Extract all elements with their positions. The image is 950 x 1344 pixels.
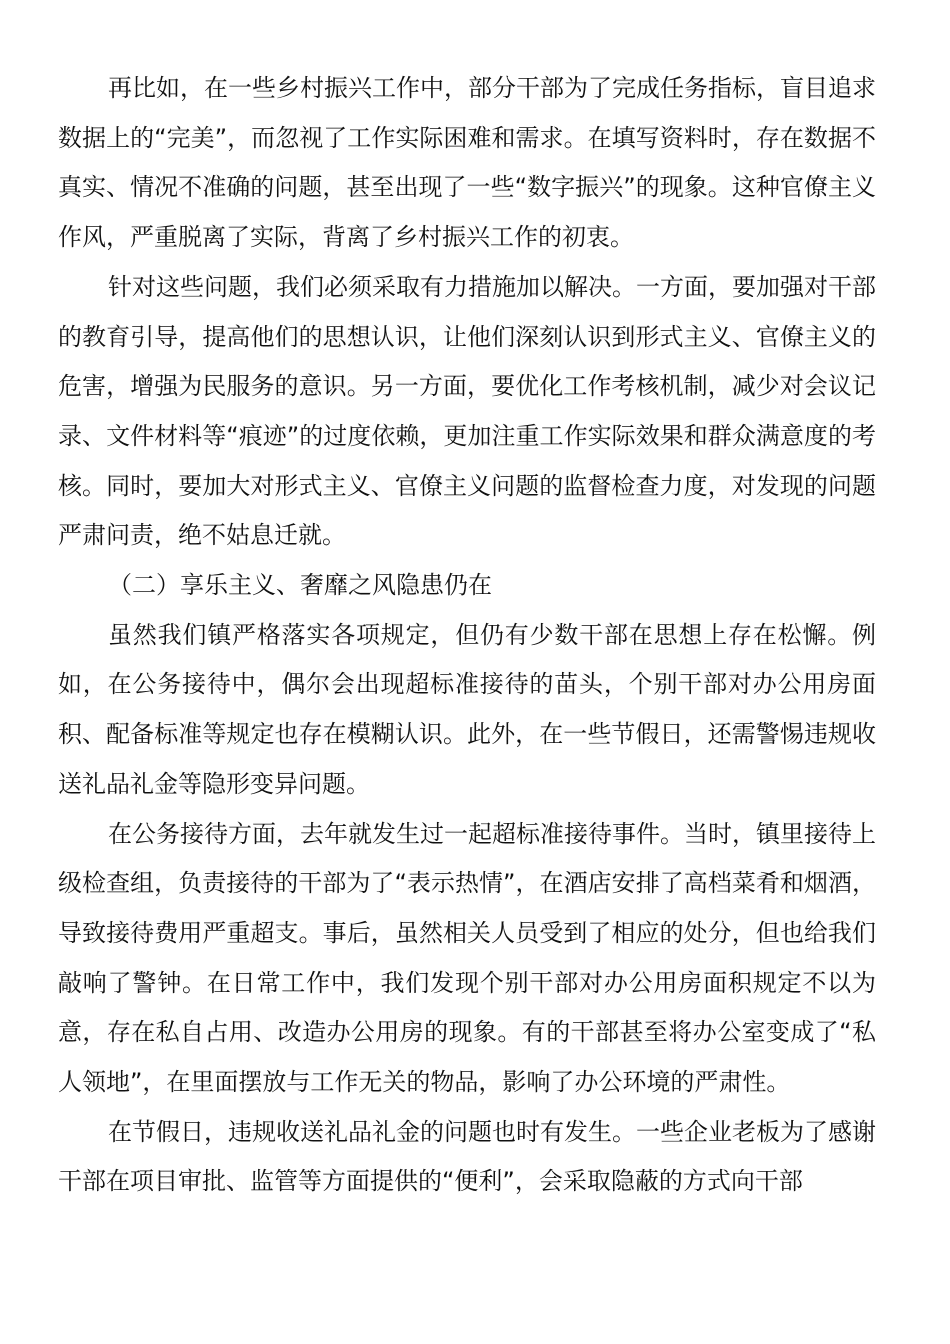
paragraph-village-revitalization: 再比如，在一些乡村振兴工作中，部分干部为了完成任务指标，盲目追求数据上的“完美”，而忽视了工作实际困难和需求。在填写资料时，存在数据不真实、情况不准确的问题，甚至出现了一些“数字振兴”的现象。这种官僚主义作风，严重脱离了实际，背离了乡村振兴工作的初衷。	[58, 74, 876, 252]
paragraph-laxity: 虽然我们镇严格落实各项规定，但仍有少数干部在思想上存在松懈。例如，在公务接待中，偶尔会出现超标准接待的苗头，个别干部对办公用房面积、配备标准等规定也存在模糊认识。此外，在一些节假日，还需警惕违规收送礼品礼金等隐形变异问题。	[58, 620, 876, 798]
paragraph-countermeasures: 针对这些问题，我们必须采取有力措施加以解决。一方面，要加强对干部的教育引导，提高他们的思想认识，让他们深刻认识到形式主义、官僚主义的危害，增强为民服务的意识。另一方面，要优化工作考核机制，减少对会议记录、文件材料等“痕迹”的过度依赖，更加注重工作实际效果和群众满意度的考核。同时，要加大对形式主义、官僚主义问题的监督检查力度，对发现的问题严肃问责，绝不姑息迁就。	[58, 272, 876, 550]
document-page	[58, 64, 876, 1207]
paragraph-holiday-gifts: 在节假日，违规收送礼品礼金的问题也时有发生。一些企业老板为了感谢干部在项目审批、监管等方面提供的“便利”，会采取隐蔽的方式向干部	[58, 1117, 876, 1196]
section-heading-hedonism: （二）享乐主义、奢靡之风隐患仍在	[108, 571, 492, 600]
paragraph-official-reception: 在公务接待方面，去年就发生过一起超标准接待事件。当时，镇里接待上级检查组，负责接待的干部为了“表示热情”，在酒店安排了高档菜肴和烟酒，导致接待费用严重超支。事后，虽然相关人员受到了相应的处分，但也给我们敲响了警钟。在日常工作中，我们发现个别干部对办公用房面积规定不以为意，存在私自占用、改造办公用房的现象。有的干部甚至将办公室变成了“私人领地”，在里面摆放与工作无关的物品，影响了办公环境的严肃性。	[58, 819, 876, 1097]
